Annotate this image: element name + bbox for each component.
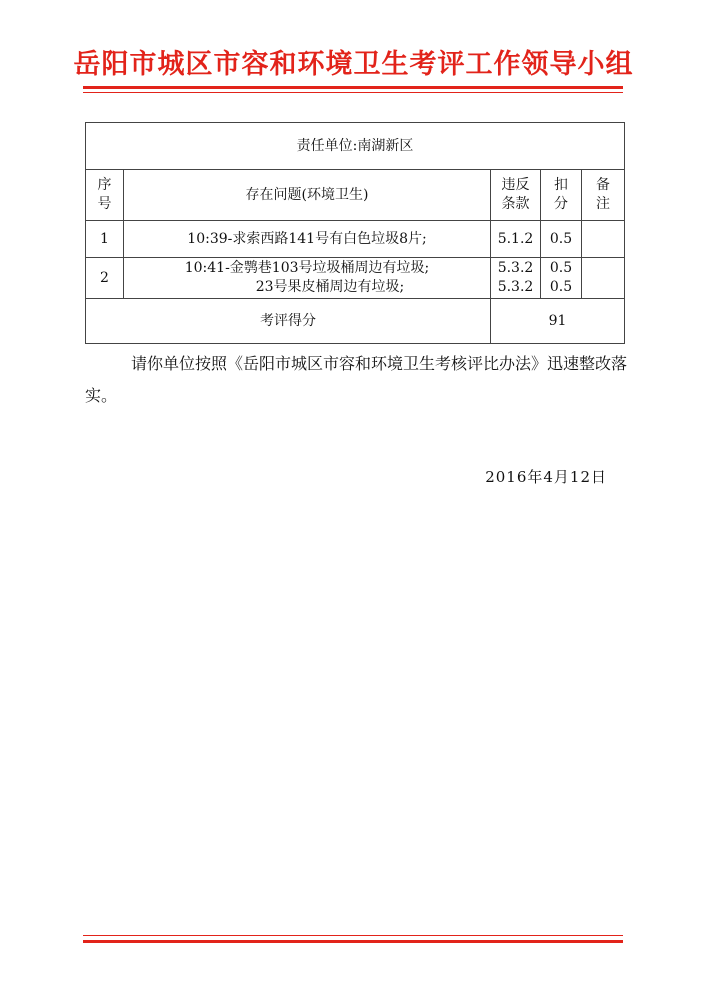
issue-line: 23号果皮桶周边有垃圾; (255, 279, 405, 295)
row-deduct (541, 258, 582, 299)
issuer-title: 岳阳市城区市容和环境卫生考评工作领导小组 (73, 49, 634, 80)
header-rule-thin (83, 92, 623, 93)
row-deduct (541, 221, 582, 258)
seq-header-text: 序号 (97, 177, 112, 212)
responsible-unit-row (86, 123, 625, 170)
deduct-value: 0.5 (549, 230, 573, 247)
row-clause (491, 221, 541, 258)
row-remark (582, 258, 625, 299)
row-issue (124, 258, 491, 299)
row-clause (491, 258, 541, 299)
footer-rule-thin (83, 935, 623, 936)
clause-value: 5.3.2 (497, 260, 534, 276)
header-rule-thick (83, 86, 623, 89)
col-header-clause (491, 170, 541, 221)
row-remark (582, 221, 625, 258)
clause-value: 5.1.2 (497, 230, 534, 247)
footer-rule-thick (83, 940, 623, 943)
deduct-value: 0.5 (549, 279, 573, 295)
col-header-seq (86, 170, 124, 221)
inspection-table (85, 122, 625, 344)
deduct-value: 0.5 (549, 260, 573, 276)
clause-value: 5.3.2 (497, 279, 534, 295)
col-header-deduct (541, 170, 582, 221)
issue-date: 2016年4月12日 (485, 468, 607, 486)
responsible-unit: 责任单位:南湖新区 (86, 123, 625, 170)
deduct-header-text: 扣分 (554, 177, 568, 212)
col-header-remark (582, 170, 625, 221)
score-value: 91 (491, 299, 625, 344)
issue-line: 10:39-求索西路141号有白色垃圾8片; (187, 230, 427, 247)
row-seq: 1 (86, 221, 124, 258)
score-label: 考评得分 (86, 299, 491, 344)
table-row (86, 258, 625, 299)
row-seq: 2 (86, 258, 124, 299)
table-row (86, 221, 625, 258)
column-header-row (86, 170, 625, 221)
clause-header-text: 违反条款 (501, 177, 530, 212)
score-row (86, 299, 625, 344)
remark-header-text: 备注 (596, 177, 611, 212)
issue-line: 10:41-金鹗巷103号垃圾桶周边有垃圾; (184, 260, 430, 276)
col-header-issue: 存在问题(环境卫生) (124, 170, 491, 221)
rectification-notice: 请你单位按照《岳阳市城区市容和环境卫生考核评比办法》迅速整改落实。 (85, 354, 628, 405)
row-issue (124, 221, 491, 258)
